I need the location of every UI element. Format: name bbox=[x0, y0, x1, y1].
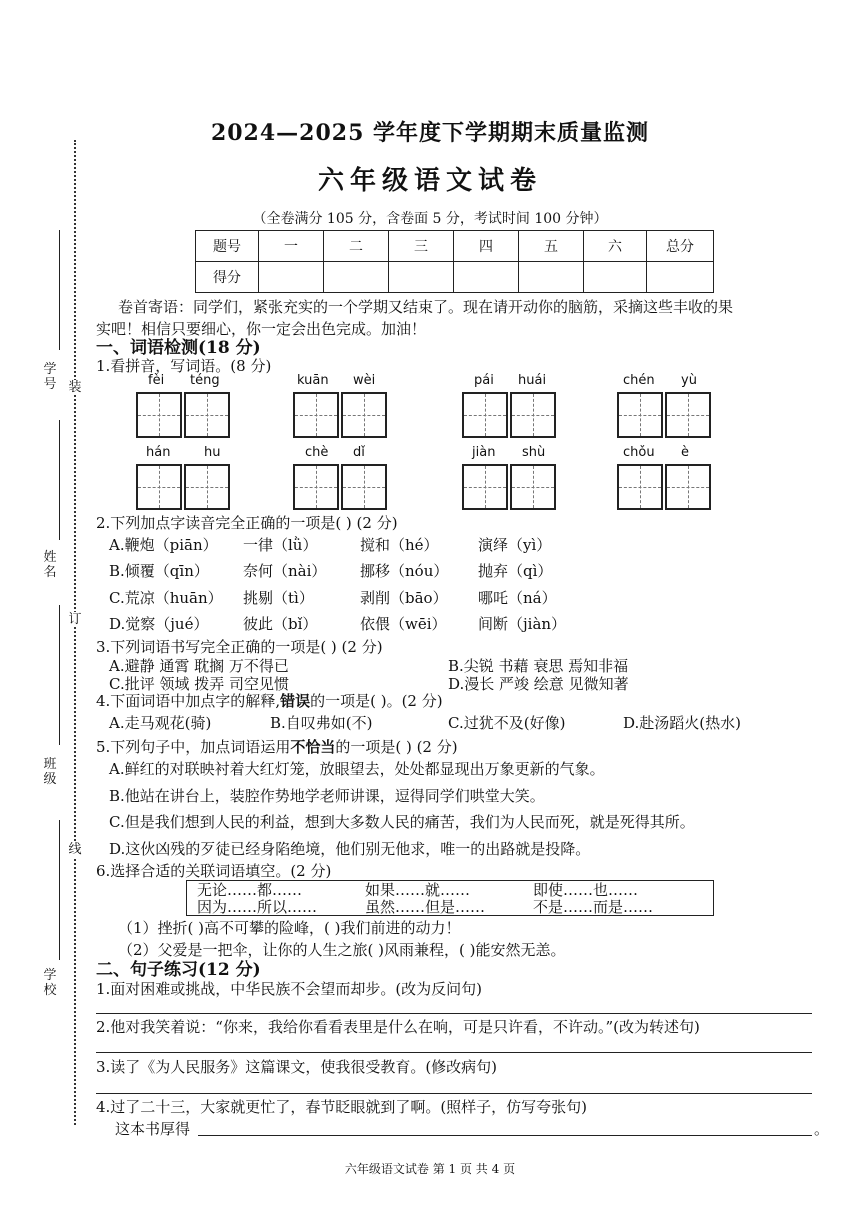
score-blank-cell[interactable] bbox=[519, 262, 584, 293]
pinyin-syllable: téng bbox=[190, 373, 220, 388]
writing-cell[interactable] bbox=[462, 464, 508, 510]
xuexiao-line bbox=[59, 820, 60, 960]
q2-option: 挪移（nóu） bbox=[360, 562, 449, 580]
q5-prompt bbox=[96, 738, 458, 756]
s4-prompt: 4.过了二十三，大家就更忙了，春节眨眼就到了啊。(照样子，仿写夸张句) bbox=[96, 1098, 588, 1116]
writing-cell[interactable] bbox=[510, 392, 556, 438]
score-cell-header: 题号 bbox=[196, 231, 259, 262]
score-cell-header: 三 bbox=[389, 231, 454, 262]
pinyin-syllable: fèi bbox=[148, 373, 165, 388]
s2-answer-line[interactable] bbox=[96, 1052, 812, 1053]
pinyin-syllable: kuān bbox=[297, 373, 329, 388]
score-cell-header: 一 bbox=[259, 231, 324, 262]
conjunction-box bbox=[186, 880, 714, 916]
writing-cell[interactable] bbox=[136, 464, 182, 510]
q6-item-1: （1）挫折( )高不可攀的险峰，( )我们前进的动力！ bbox=[118, 919, 461, 937]
xuehao-label: 学号 bbox=[43, 362, 57, 392]
q3-option-b: B.尖锐 书藉 衰思 焉知非福 bbox=[448, 657, 629, 675]
score-blank-cell[interactable] bbox=[324, 262, 389, 293]
pinyin-syllable: wèi bbox=[353, 373, 376, 388]
score-cell-header: 四 bbox=[454, 231, 519, 262]
score-row-label: 得分 bbox=[196, 262, 259, 293]
writing-cell[interactable] bbox=[184, 392, 230, 438]
writing-cell[interactable] bbox=[617, 392, 663, 438]
s1-prompt: 1.面对困难或挑战，中华民族不会望而却步。(改为反问句) bbox=[96, 980, 483, 998]
conjunction-option: 虽然……但是…… bbox=[365, 898, 486, 916]
writing-cell[interactable] bbox=[665, 464, 711, 510]
pinyin-syllable: huái bbox=[518, 373, 547, 388]
q2-option: A.鞭炮（piān） bbox=[109, 536, 218, 554]
score-blank-cell[interactable] bbox=[389, 262, 454, 293]
q6-item-2: （2）父爱是一把伞，让你的人生之旅( )风雨兼程，( )能安然无恙。 bbox=[118, 941, 566, 959]
banji-line bbox=[59, 605, 60, 745]
q2-option: 剥削（bāo） bbox=[360, 589, 448, 607]
q4-prompt bbox=[96, 692, 443, 710]
q6-prompt: 6.选择合适的关联词语填空。(2 分) bbox=[96, 862, 332, 880]
q2-option: 哪吒（ná） bbox=[478, 589, 557, 607]
binding-ding: 订 bbox=[68, 612, 82, 627]
q2-option: 彼此（bǐ） bbox=[243, 615, 318, 633]
xingming-label: 姓名 bbox=[43, 550, 57, 580]
q2-prompt: 2.下列加点字读音完全正确的一项是( ) (2 分) bbox=[96, 514, 398, 532]
score-blank-cell[interactable] bbox=[584, 262, 647, 293]
s3-prompt: 3.读了《为人民服务》这篇课文，使我很受教育。(修改病句) bbox=[96, 1058, 498, 1076]
q1-prompt: 1.看拼音，写词语。(8 分) bbox=[96, 357, 272, 375]
binding-zhuang: 装 bbox=[68, 380, 82, 395]
score-blank-cell[interactable] bbox=[454, 262, 519, 293]
q4-option: A.走马观花(骑) bbox=[109, 714, 212, 732]
conjunction-option: 无论……都…… bbox=[197, 881, 303, 899]
score-table bbox=[195, 230, 714, 293]
binding-xian: 线 bbox=[68, 842, 82, 857]
q2-option: 抛弃（qì） bbox=[478, 562, 553, 580]
q4-prompt-bold: 错误 bbox=[280, 692, 311, 710]
pinyin-syllable: dǐ bbox=[353, 445, 365, 460]
section1-title: 一、词语检测(18 分) bbox=[96, 338, 261, 358]
xuexiao-label: 学校 bbox=[43, 968, 57, 998]
q5-prompt-post: 的一项是( ) (2 分) bbox=[335, 738, 458, 756]
q5-option-d: D.这伙凶残的歹徒已经身陷绝境，他们别无他求，唯一的出路就是投降。 bbox=[109, 840, 591, 858]
pinyin-syllable: pái bbox=[474, 373, 494, 388]
q4-option: D.赴汤蹈火(热水) bbox=[623, 714, 741, 732]
q3-option-d: D.漫长 严竣 绘意 见微知著 bbox=[448, 675, 629, 693]
q5-option-c: C.但是我们想到人民的利益，想到大多数人民的痛苦，我们为人民而死，就是死得其所。 bbox=[109, 813, 695, 831]
pinyin-syllable: jiàn bbox=[472, 445, 496, 460]
q2-option: B.倾覆（qīn） bbox=[109, 562, 209, 580]
writing-cell[interactable] bbox=[665, 392, 711, 438]
binding-dotted-line bbox=[74, 140, 76, 1125]
writing-cell[interactable] bbox=[293, 392, 339, 438]
writing-cell[interactable] bbox=[510, 464, 556, 510]
writing-cell[interactable] bbox=[293, 464, 339, 510]
q5-prompt-pre: 5.下列句子中，加点词语运用 bbox=[96, 738, 291, 756]
q2-option: C.荒凉（huān） bbox=[109, 589, 223, 607]
xuehao-line bbox=[59, 230, 60, 350]
intro-line-1: 卷首寄语：同学们，紧张充实的一个学期又结束了。现在请开动你的脑筋，采摘这些丰收的果 bbox=[118, 298, 734, 316]
page-footer: 六年级语文试卷 第 1 页 共 4 页 bbox=[344, 1162, 516, 1176]
pinyin-syllable: chè bbox=[305, 445, 329, 460]
banji-label: 班级 bbox=[43, 757, 57, 787]
score-cell-header: 总分 bbox=[647, 231, 714, 262]
writing-cell[interactable] bbox=[462, 392, 508, 438]
conjunction-option: 即使……也…… bbox=[533, 881, 639, 899]
pinyin-syllable: è bbox=[681, 445, 689, 460]
score-cell-header: 二 bbox=[324, 231, 389, 262]
s4-prefix: 这本书厚得 bbox=[115, 1120, 191, 1138]
q5-prompt-bold: 不恰当 bbox=[290, 738, 336, 756]
xingming-line bbox=[59, 420, 60, 540]
q3-option-a: A.避静 通霄 耽搁 万不得已 bbox=[109, 657, 289, 675]
writing-cell[interactable] bbox=[341, 464, 387, 510]
s1-answer-line[interactable] bbox=[96, 1013, 812, 1014]
q3-prompt: 3.下列词语书写完全正确的一项是( ) (2 分) bbox=[96, 638, 383, 656]
s4-end-mark: 。 bbox=[814, 1120, 830, 1138]
q3-option-c: C.批评 领域 拨弄 司空见惯 bbox=[109, 675, 290, 693]
score-table-header-row bbox=[196, 231, 714, 262]
s3-answer-line[interactable] bbox=[96, 1093, 812, 1094]
q2-option: 搅和（hé） bbox=[360, 536, 439, 554]
score-blank-cell[interactable] bbox=[647, 262, 714, 293]
score-cell-header: 六 bbox=[584, 231, 647, 262]
q2-option: 演绎（yì） bbox=[478, 536, 552, 554]
q2-option: 间断（jiàn） bbox=[478, 615, 567, 633]
exam-subtitle: 六年级语文试卷 bbox=[317, 166, 542, 196]
exam-note: （全卷满分 105 分，含卷面 5 分，考试时间 100 分钟） bbox=[252, 211, 608, 227]
pinyin-syllable: chén bbox=[623, 373, 655, 388]
q4-option: C.过犹不及(好像) bbox=[448, 714, 566, 732]
score-table-score-row bbox=[196, 262, 714, 293]
q5-option-a: A.鲜红的对联映衬着大红灯笼，放眼望去，处处都显现出万象更新的气象。 bbox=[109, 760, 605, 778]
exam-title: 2024—2025 学年度下学期期末质量监测 bbox=[210, 120, 650, 146]
writing-cell[interactable] bbox=[617, 464, 663, 510]
pinyin-syllable: shù bbox=[522, 445, 546, 460]
q4-prompt-pre: 4.下面词语中加点字的解释, bbox=[96, 692, 281, 710]
score-cell-header: 五 bbox=[519, 231, 584, 262]
q5-option-b: B.他站在讲台上，装腔作势地学老师讲课，逗得同学们哄堂大笑。 bbox=[109, 787, 545, 805]
pinyin-syllable: hu bbox=[204, 445, 221, 460]
q4-option: B.自叹弗如(不) bbox=[270, 714, 373, 732]
score-blank-cell[interactable] bbox=[259, 262, 324, 293]
conjunction-option: 因为……所以…… bbox=[197, 898, 318, 916]
section2-title: 二、句子练习(12 分) bbox=[96, 960, 261, 980]
q2-option: 一律（lǜ） bbox=[243, 536, 318, 554]
q2-option: 挑剔（tì） bbox=[243, 589, 314, 607]
q2-option: D.觉察（jué） bbox=[109, 615, 209, 633]
s2-prompt: 2.他对我笑着说：“你来，我给你看看表里是什么在响，可是只许看，不许动。”(改为转述句) bbox=[96, 1018, 700, 1036]
writing-cell[interactable] bbox=[136, 392, 182, 438]
pinyin-syllable: hán bbox=[146, 445, 171, 460]
q4-prompt-post: 的一项是( )。(2 分) bbox=[310, 692, 443, 710]
q2-option: 奈何（nài） bbox=[243, 562, 327, 580]
pinyin-syllable: chǒu bbox=[623, 445, 655, 460]
conjunction-option: 不是……而是…… bbox=[533, 898, 654, 916]
intro-line-2: 实吧！相信只要细心，你一定会出色完成。加油！ bbox=[96, 320, 427, 338]
s4-answer-line[interactable] bbox=[198, 1135, 812, 1136]
q2-option: 依偎（wēi） bbox=[360, 615, 447, 633]
conjunction-option: 如果……就…… bbox=[365, 881, 471, 899]
writing-cell[interactable] bbox=[184, 464, 230, 510]
pinyin-syllable: yù bbox=[681, 373, 697, 388]
writing-cell[interactable] bbox=[341, 392, 387, 438]
